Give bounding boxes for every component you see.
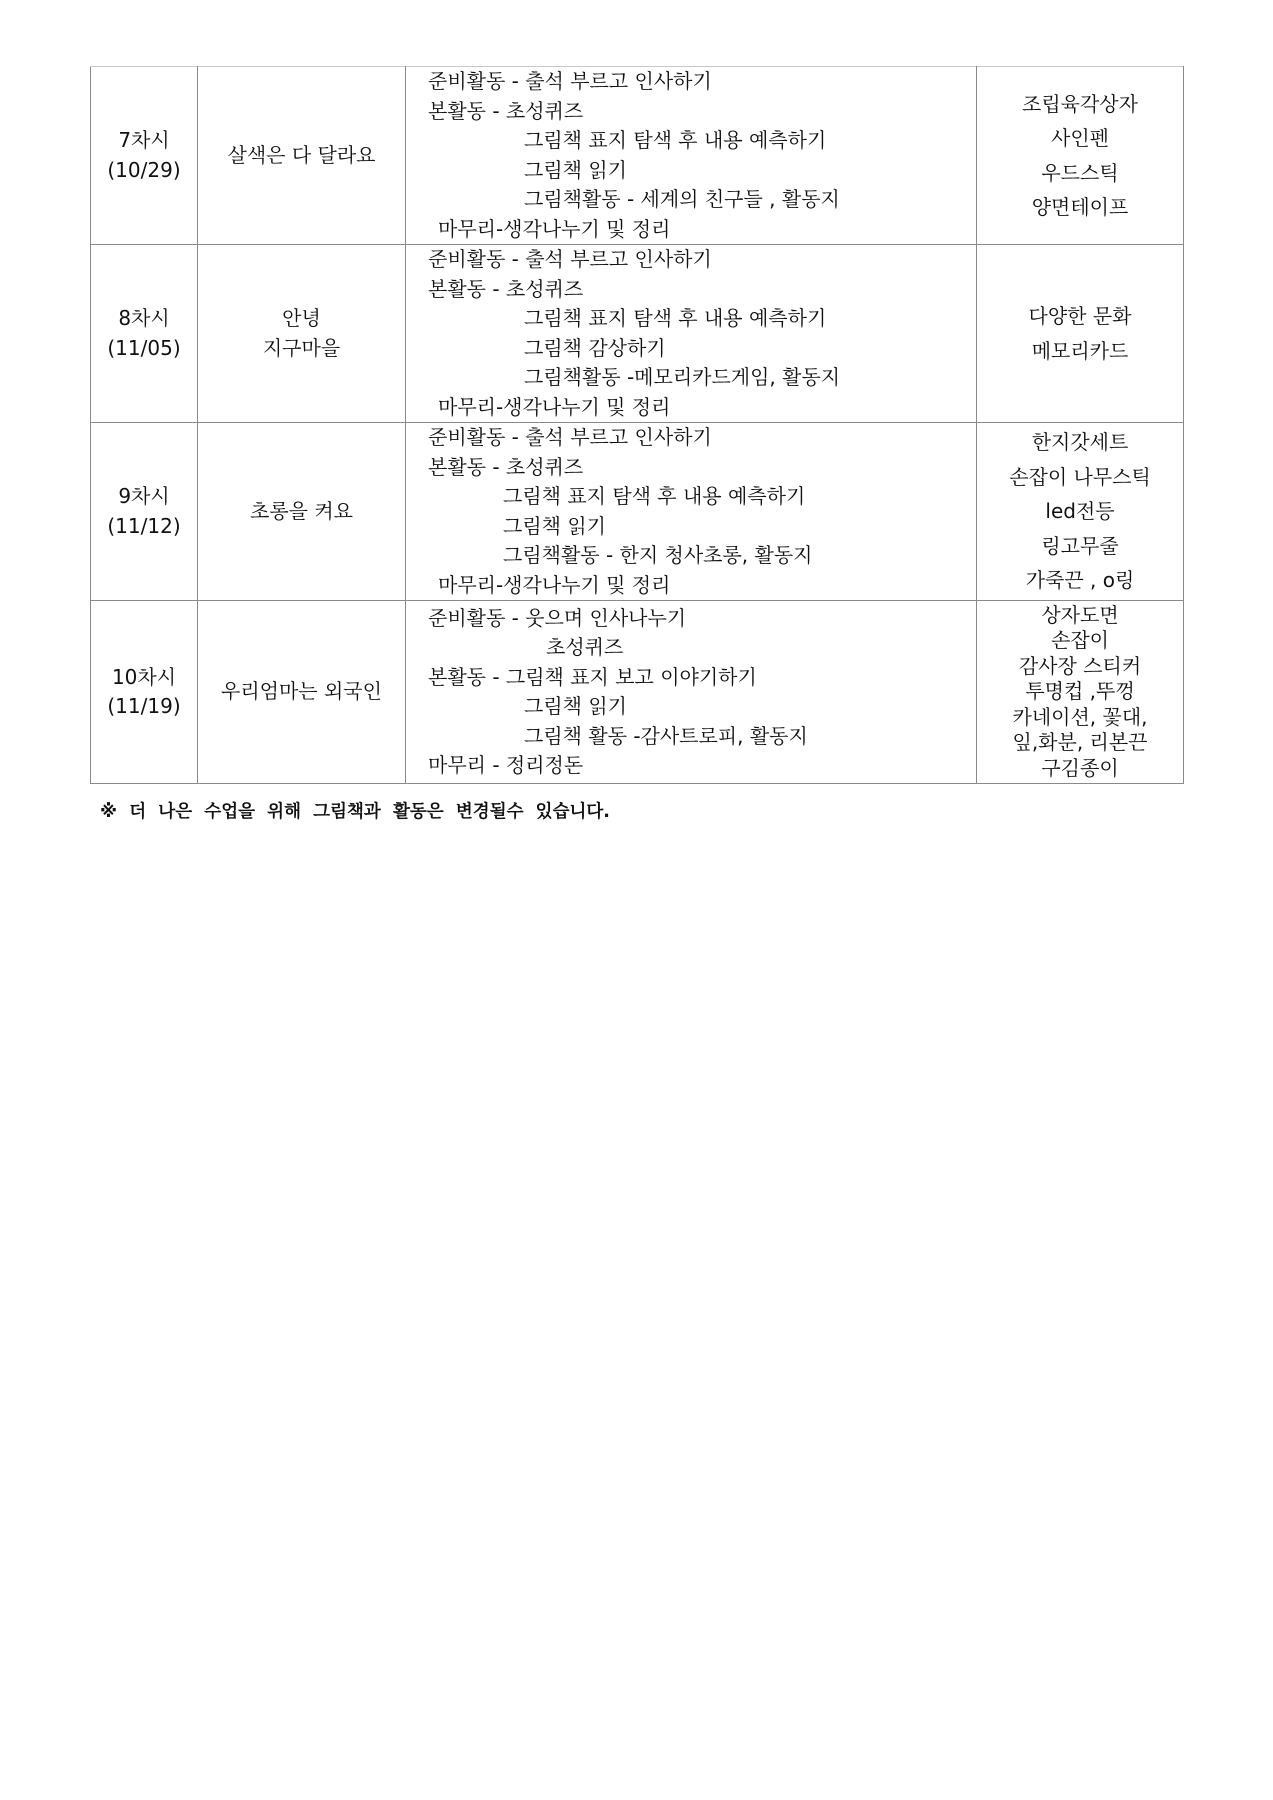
- material-item: 우드스틱: [1041, 160, 1119, 185]
- materials-cell: [977, 601, 1184, 784]
- activity-line: 그림책활동 -메모리카드게임, 활동지: [524, 365, 841, 389]
- activity-line: 마무리-생각나누기 및 정리: [438, 394, 671, 419]
- session-label: 10차시: [111, 664, 177, 689]
- material-item: 사인펜: [1051, 126, 1109, 150]
- material-item: 구김종이: [1041, 755, 1119, 780]
- activity-line: 그림책 표지 탐색 후 내용 예측하기: [503, 484, 806, 508]
- material-item: 상자도면: [1041, 602, 1119, 627]
- material-item: 메모리카드: [1031, 338, 1129, 363]
- material-item: 조립육각상자: [1022, 91, 1138, 116]
- session-date: (10/29): [107, 157, 181, 182]
- activity-line: 그림책 감상하기: [524, 335, 666, 360]
- material-item: 다양한 문화: [1028, 304, 1132, 328]
- activity-line: 본활동 - 초성퀴즈: [428, 454, 584, 479]
- activity-cell: [406, 423, 977, 601]
- materials-cell: [977, 245, 1184, 423]
- document-page: [90, 66, 1161, 823]
- activity-line: 초성퀴즈: [546, 635, 624, 659]
- lesson-plan-table: [90, 66, 1184, 784]
- activity-line: 그림책 표지 탐색 후 내용 예측하기: [524, 306, 827, 330]
- material-item: 감사장 스티커: [1018, 653, 1142, 678]
- material-item: 투명컵 ,뚜껑: [1025, 679, 1135, 704]
- session-cell: [91, 245, 198, 423]
- activity-line: 본활동 - 초성퀴즈: [428, 276, 584, 301]
- table-row-session-7: [91, 67, 1184, 245]
- activity-line: 마무리-생각나누기 및 정리: [438, 216, 671, 241]
- book-title: 초롱을 켜요: [250, 498, 353, 523]
- materials-cell: [977, 67, 1184, 245]
- material-item: 카네이션, 꽃대,: [1012, 704, 1148, 729]
- activity-cell: [406, 67, 977, 245]
- activity-line: 그림책활동 - 한지 청사초롱, 활동지: [503, 543, 813, 567]
- session-cell: [91, 423, 198, 601]
- activity-line: 마무리 - 정리정돈: [428, 753, 584, 777]
- activity-cell: [406, 245, 977, 423]
- session-cell: [91, 67, 198, 245]
- material-item: 한지갓세트: [1031, 430, 1129, 455]
- material-item: led전등: [1045, 499, 1115, 524]
- activity-line: 그림책 표지 탐색 후 내용 예측하기: [524, 128, 827, 152]
- activity-cell: [406, 601, 977, 784]
- activity-line: 준비활동 - 출석 부르고 인사하기: [428, 247, 712, 271]
- material-item: 양면테이프: [1031, 195, 1129, 219]
- activity-line: 본활동 - 초성퀴즈: [428, 98, 584, 123]
- title-cell: [198, 601, 406, 784]
- activity-line: 마무리-생각나누기 및 정리: [438, 572, 671, 597]
- session-cell: [91, 601, 198, 784]
- activity-line: 그림책 읽기: [524, 694, 627, 718]
- session-date: (11/12): [107, 513, 181, 538]
- book-title: 살색은 다 달라요: [227, 142, 376, 167]
- material-item: 링고무줄: [1041, 533, 1119, 558]
- session-label: 8차시: [118, 306, 170, 330]
- session-date: (11/05): [107, 335, 181, 360]
- title-cell: [198, 245, 406, 423]
- material-item: 손잡이: [1051, 628, 1109, 653]
- table-row-session-8: [91, 245, 1184, 423]
- session-label: 9차시: [118, 484, 170, 508]
- activity-line: 준비활동 - 출석 부르고 인사하기: [428, 425, 712, 449]
- activity-line: 준비활동 - 출석 부르고 인사하기: [428, 69, 712, 93]
- material-item: 잎,화분, 리본끈: [1012, 730, 1148, 755]
- title-cell: [198, 423, 406, 601]
- book-title: 우리엄마는 외국인: [221, 679, 382, 704]
- materials-cell: [977, 423, 1184, 601]
- footnote: ※ 더 나은 수업을 위해 그림책과 활동은 변경될수 있습니다.: [100, 802, 610, 822]
- session-label: 7차시: [118, 128, 170, 152]
- table-row-session-9: [91, 423, 1184, 601]
- book-title: 안녕: [282, 306, 321, 330]
- material-item: 손잡이 나무스틱: [1009, 464, 1151, 489]
- activity-line: 본활동 - 그림책 표지 보고 이야기하기: [428, 664, 757, 689]
- session-date: (11/19): [107, 694, 181, 718]
- book-title: 지구마을: [262, 335, 341, 360]
- activity-line: 그림책활동 - 세계의 친구들 , 활동지: [524, 187, 840, 211]
- activity-line: 그림책 활동 -감사트로피, 활동지: [524, 723, 808, 748]
- activity-line: 준비활동 - 웃으며 인사나누기: [428, 605, 687, 630]
- title-cell: [198, 67, 406, 245]
- activity-line: 그림책 읽기: [503, 513, 606, 538]
- material-item: 가죽끈 , o링: [1025, 568, 1135, 593]
- activity-line: 그림책 읽기: [524, 157, 627, 182]
- table-row-session-10: [91, 601, 1184, 784]
